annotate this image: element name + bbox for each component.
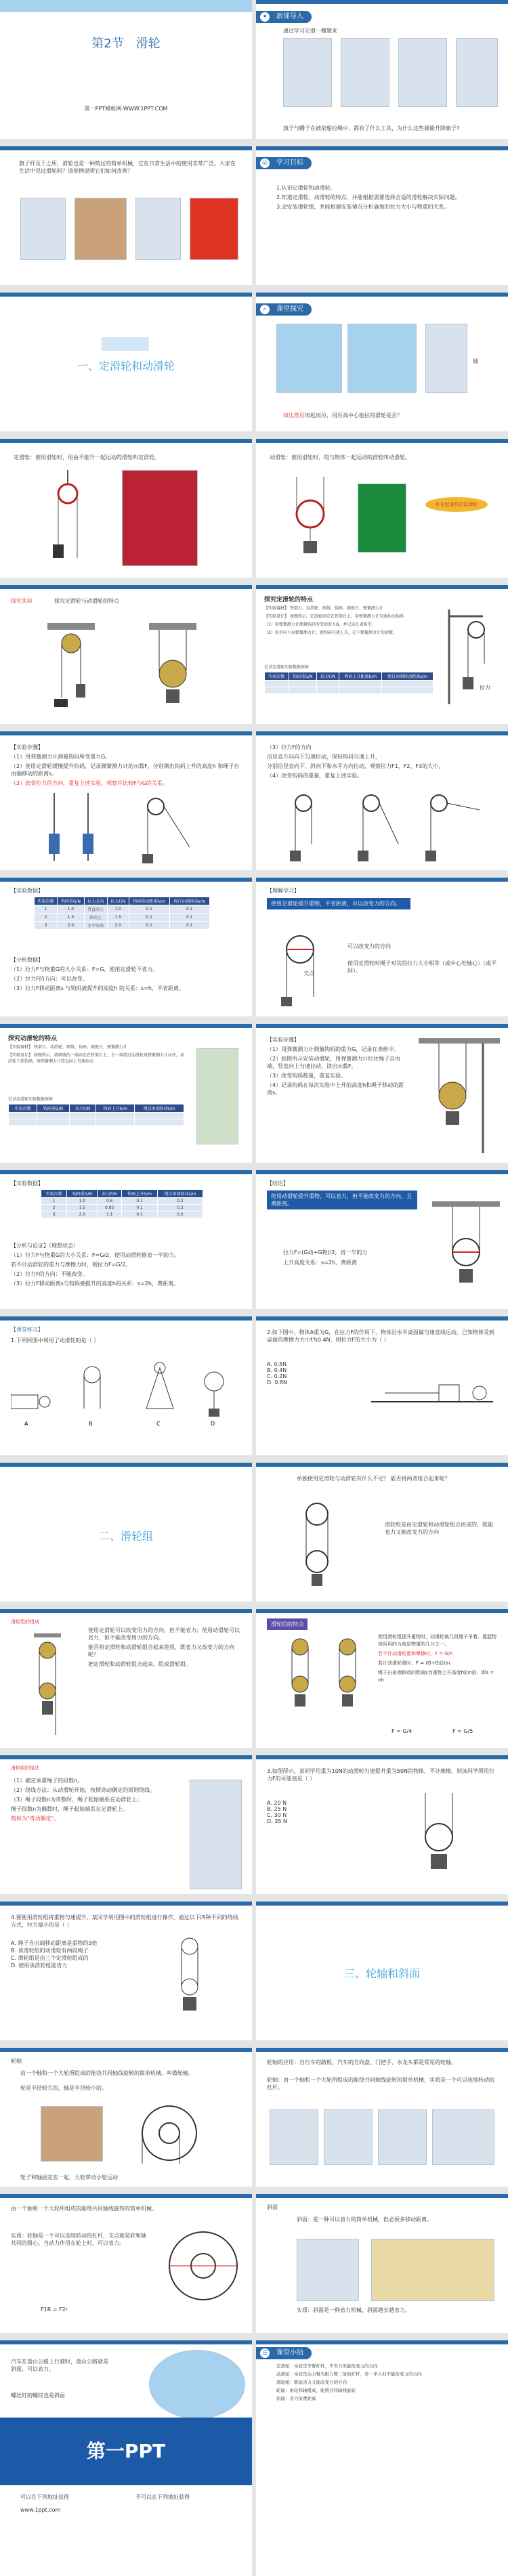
- lesson-subtitle: 第一PPT模板网-WWW.1PPT.COM: [84, 106, 168, 112]
- winding-text: [11, 1777, 180, 1824]
- exercise-header: 【课堂练习】: [11, 1327, 43, 1333]
- road-red: 螺丝钉的螺纹也是斜面: [11, 2392, 65, 2399]
- question-3: 3.如图所示，某同学用重为10N的动滑轮匀速提升重为50N的物体，不计摩擦，则该同学所用拉力F的可能值是（ ）: [267, 1768, 494, 1782]
- experiment-steps: [8, 1044, 184, 1067]
- slide-header: 滑轮组的绕法: [11, 1765, 39, 1771]
- ppt-footer: [0, 2418, 252, 2576]
- winding-photo: [190, 1780, 242, 1889]
- fixed-conclusion-slide: [256, 878, 508, 1016]
- footer-logo: 第一PPT: [86, 2440, 166, 2462]
- analysis-line: （2）拉力F的方向：可以改变。: [11, 976, 88, 982]
- pulley-block-features-slide: [256, 1609, 508, 1748]
- search-icon: ⌕: [260, 305, 270, 314]
- data-table: 实验次数 钩码重G/N 拉力F/N 钩码上升h/m 绳自由端移动s/m: [8, 1104, 184, 1126]
- wheel-axle-photo: [41, 2106, 103, 2162]
- conclusion-header: 【结论】: [267, 1180, 289, 1186]
- analysis-list: [11, 956, 241, 994]
- section-title: 三、轮轴和斜面: [343, 1967, 420, 1980]
- wheel-axle-definition: 由一个轴和一个大轮所组成的能绕共同轴线旋转的简单机械，叫做轮轴。: [20, 2070, 194, 2076]
- analysis-line: 【分析与论证】（理想状态）: [11, 1243, 79, 1249]
- step-line: （3）拉力F的方向: [267, 744, 312, 750]
- intro-slide: [256, 0, 508, 139]
- step-line: （1）用弹簧测力计测量钩码所受重力G。: [11, 754, 111, 760]
- option-label: B: [89, 1421, 93, 1427]
- analysis-list: [11, 1242, 241, 1289]
- fixed-pulley-diagram: [47, 470, 88, 565]
- ship-photo: [347, 324, 417, 393]
- pulley-photo-2: [75, 198, 127, 260]
- essence-formula: F1R = F2r: [41, 2306, 68, 2313]
- essence-text: 由一个轴和一个大轮所组成的能绕共同轴线旋转的简单机械。: [11, 2206, 157, 2212]
- table-title: 记录定滑轮实验数据表格: [264, 665, 310, 670]
- slide-header: 滑轮组的特点: [267, 1618, 308, 1630]
- title-slide: [0, 0, 252, 139]
- text-line: 简称为"奇动偶定"。: [11, 1816, 60, 1822]
- wheel-axle-parts: 轮是半径较大的，轴是半径较小的。: [20, 2085, 107, 2091]
- data-header: 【实验数据】: [11, 1180, 43, 1186]
- question-diagram: [371, 1361, 493, 1415]
- movable-data-slide: [0, 1170, 252, 1309]
- inclined-note: 实质：斜面是一种省力机械，斜面越长越省力。: [297, 2307, 410, 2313]
- doorknob-photo: [324, 2109, 373, 2165]
- mountain-road-photo: [149, 2350, 245, 2418]
- pulley-block-a: [283, 1633, 317, 1715]
- exploration-caption: 如比然厉而起而厉，用厉高中心能拉的滑轮是否？: [283, 412, 402, 418]
- option-label: C: [156, 1421, 161, 1427]
- step-line: 分别沿竖直向下、斜向下和水平方向拉动，观察拉力F1、F2、F3的大小，: [267, 763, 444, 769]
- objectives-slide: [256, 146, 508, 285]
- step-line: （4）记录钩码在每次实验中上升的高度h和绳子移动的距离s。: [267, 1082, 404, 1096]
- intro-caption: 旗子与幡子在被依船拉绳中，都有了什么工具，为什么这些源能升降旗子?: [283, 125, 460, 131]
- question-2: 2.如下图中，物体A重为G，在拉力F的作用下，物体沿水平桌面做匀速直线运动，已知物体受到桌面的摩擦力大小f为0.4N，则拉力F的大小为（ ）: [267, 1329, 494, 1343]
- summary-item: 轮轴：由轮和轴组成，能绕共同轴线旋转: [276, 2388, 356, 2393]
- wheel-axle-note: 轮子和轴固定在一起，大轮带动小轮运动: [20, 2174, 118, 2181]
- intro-text: 旗子杆及于之所，滑轮也是一种简过的简单机械，它在日常生活中的使用非常广泛。大家在生活中见过滑轮吗？请举例说明它们如何改善？: [19, 160, 236, 174]
- faucet-photo: [270, 2109, 318, 2165]
- step-line: 【实验器材】 铁架台、动滑轮、细线、钩码、刻度尺、弹簧测力计: [8, 1045, 127, 1050]
- intro-question: 单独使用定滑轮与动滑轮有什么不足？ 能否将两者组合起来呢？: [297, 1476, 450, 1482]
- note-b: 使用定滑轮时绳子对其的拉力大小相等（或中心处轴心）（或不同）。: [347, 960, 496, 974]
- experiment-steps: [264, 605, 433, 638]
- option: C. 0.2N: [267, 1373, 287, 1379]
- summary-item: 定滑轮：实质是等臂杠杆，不省力但能改变力的方向: [276, 2363, 378, 2369]
- step-line: （2）如图所示安装动滑轮，用弹簧测力计拉住绳子自由端，竖直向上匀速拉动，读出示数F。: [267, 1056, 401, 1069]
- movable-conclusion-slide: [256, 1170, 508, 1309]
- movable-steps-slide: [256, 1024, 508, 1163]
- apparatus-diagrams: [41, 793, 217, 867]
- option: C. 30 N: [267, 1812, 287, 1818]
- option-label: A: [24, 1421, 28, 1427]
- text-line: 若计动滑轮重时，F = (G+G动)/n: [378, 1660, 450, 1666]
- text-line: 绳子段数n为偶数时，绳子起始端系在定滑轮上。: [11, 1806, 129, 1812]
- steps-list: [11, 744, 241, 789]
- force-relation: 拉力F=(G动+G物)/2，省一半的力: [283, 1249, 368, 1255]
- experiment-header: 探究实验: [11, 598, 33, 604]
- table-row: 3 2.0 水平向右 2.0 0.1 0.1: [35, 922, 210, 930]
- flagpole-photo: [122, 470, 198, 566]
- experiment-title: 探究动滑轮的特点: [8, 1035, 58, 1042]
- wheel-axle-applications-slide: [256, 2048, 508, 2187]
- options-list: [267, 1361, 287, 1386]
- step-line: 【实验步骤】: [267, 1037, 299, 1043]
- pulley-block-b: [331, 1633, 364, 1715]
- movable-apparatus-diagram: [419, 1038, 500, 1160]
- text-line: （3）绳子段数n为奇数时，绳子起始端系在动滑轮上；: [11, 1797, 143, 1803]
- winding-method-slide: [0, 1755, 252, 1894]
- option: D. 35 N: [267, 1818, 287, 1824]
- text-line: 绳子自由端移动的距离s为重物上升高度h的n倍，即s = nh: [378, 1670, 494, 1683]
- lightbulb-icon: ✦: [260, 12, 270, 22]
- fixed-data-table: 实验次数 钩码重G/N 拉力方向 拉力F/N 钩码移动距离h/m 绳自由端移动s/m 1 1.0 竖直向上 1.0 0.1 0.1 2 1.5 斜向上 1.5 0.1 0.1 3 2.0 水平向右 2.0 0.1 0.1: [34, 897, 210, 930]
- text-line: 使用定滑轮可以改变用力的方向，但不能省力；使用动滑轮可以省力，但不能改变用力的方向。: [88, 1627, 240, 1641]
- option: B. 该滑轮组的动滑轮有两段绳子: [11, 1948, 89, 1954]
- analysis-line: 若不计动滑轮的重力与摩擦力时，则拉力F=G/2。: [11, 1262, 131, 1268]
- worker-photo: [432, 2109, 494, 2165]
- pulley-block-composition-slide: [0, 1609, 252, 1748]
- option-label: D: [211, 1421, 215, 1427]
- objectives-list: [276, 184, 493, 213]
- option: A. 绳子自由端移动距离是重物的3倍: [11, 1940, 98, 1946]
- experiment-title: 探究定滑轮的特点: [264, 597, 314, 603]
- flag-photo-2: [341, 38, 389, 107]
- question-4: 4.要使用滑轮组将重物匀速提升，某同学利用图中的滑轮组进行操作，通过以下四种不同的绕线方式，拉力最小的是（ ）: [11, 1914, 238, 1928]
- options-list: [267, 1800, 287, 1824]
- step-line: （3）改变拉力的方向，重复上述实验，观察并比较F与G的关系。: [11, 780, 168, 786]
- option: C. 滑轮组是由三个定滑轮组成的: [11, 1955, 89, 1961]
- step-line: （2）用手向下拉弹簧测力计，使钩码匀速上升，记下弹簧测力计的读数。: [264, 630, 397, 635]
- option: A. 20 N: [267, 1800, 287, 1806]
- wheel-axle-slide: [0, 2048, 252, 2187]
- summary-item: 滑轮组：既能省力又能改变力的方向: [276, 2380, 347, 2385]
- section-header: ✦ 新课导入: [256, 11, 312, 23]
- flag-photo: [190, 198, 238, 260]
- crane-hook-photo: [358, 484, 406, 553]
- question-diagram: [412, 1793, 480, 1874]
- mountain-road-slide: [0, 2340, 252, 2418]
- steps-list: [267, 1036, 409, 1098]
- axle-label: 轴: [473, 358, 478, 364]
- question-diagram: [163, 1933, 217, 2034]
- table-title: 记录动滑轮实验数据表格: [8, 1097, 54, 1102]
- fixed-pulley-experiment-slide: [256, 585, 508, 724]
- list-icon: ☰: [260, 2348, 270, 2358]
- movable-pulley-slide: [256, 439, 508, 578]
- fixed-steps-slide: [0, 731, 252, 870]
- experiment-title: 探究定滑轮与动滑轮的特点: [54, 598, 119, 604]
- text-line: 使用滑轮组提升重物时，动滑轮被几段绳子吊着，提起物体所用的力就是物重的几分之一。: [378, 1634, 496, 1647]
- summary-slide: [256, 2340, 508, 2418]
- exercise-4-slide: [0, 1902, 252, 2040]
- winch-photo: [378, 2109, 427, 2165]
- text-line: （1）确定承重绳子的段数n。: [11, 1778, 83, 1784]
- exercise-3-slide: [256, 1755, 508, 1894]
- option: B. 0.4N: [267, 1367, 287, 1373]
- intro-note: 滑轮组是由定滑轮和动滑轮组合而成的，既能省力又能改变力的方向: [385, 1522, 493, 1535]
- conclusion-box: 使用定滑轮提升重物，不省距离，可以改变力的方向。: [267, 898, 410, 909]
- section-slide: [0, 293, 252, 431]
- summary-list: [276, 2363, 500, 2404]
- analysis-line: （1）拉力F与物重G的大小关系：F=G/2，使用动滑轮能省一半的力。: [11, 1252, 180, 1258]
- step-line: 【实验设计】 如图所示，定滑轮固定在铁架台上，用弹簧测力计匀速拉动钩码: [264, 614, 404, 619]
- label-top: 通过学习定滑一概题来: [283, 28, 337, 34]
- movable-data-table: 实验次数 钩码重G/N 拉力F/N 钩码上升h/m 绳自由端移动s/m 1 1.0 0.6 0.1 0.2 2 1.5 0.85 0.1 0.2 3 2.0 1.1 0.1 0.2: [41, 1189, 203, 1218]
- step-line: 【实验步骤】: [11, 744, 43, 750]
- truck-photo: [371, 2239, 494, 2301]
- step-line: 【实验设计】 如图所示，将细线的一端固定在铁架台上，另一端绕过动滑轮用弹簧测力计拉住，动滑轮下挂钩码，用弹簧测力计竖直向上匀速拉动: [8, 1053, 184, 1064]
- header-decoration: [0, 0, 252, 12]
- data-header: 【实验数据】: [11, 888, 43, 894]
- wheel-axle-essence-slide: [0, 2194, 252, 2333]
- option: D. 0.8N: [267, 1379, 287, 1386]
- options-list: [11, 1939, 98, 1969]
- movable-apparatus-photo: [196, 1048, 238, 1144]
- objective-item: 1.认识定滑轮和动滑轮。: [276, 185, 336, 191]
- step-line: 沿竖直方向向下匀速拉动，保持钩码匀速上升，: [267, 754, 381, 760]
- pulley-diagram-left: [41, 623, 102, 711]
- footer-line-a: 可以在下列地址获得: [20, 2494, 69, 2500]
- table-row: 3 2.0 1.1 0.1 0.2: [41, 1211, 203, 1218]
- question-1: 1.下列所图中利用了动滑轮的是（ ）: [11, 1337, 100, 1344]
- slide-header: 滑轮组的组成: [11, 1619, 39, 1625]
- lesson-title: 第2节 滑轮: [91, 37, 161, 51]
- analysis-line: 【分析数据】: [11, 957, 43, 963]
- pulley-photo-3: [135, 198, 181, 260]
- footer-blank: [256, 2418, 508, 2576]
- fixed-pulley-slide: [0, 439, 252, 578]
- step-line: 【实验器材】 铁架台、定滑轮、细线、钩码、刻度尺、弹簧测力计: [264, 606, 383, 611]
- conclusion-box: 使用动滑轮提升重物，可以省力，但不能改变力的方向，且费距离。: [267, 1190, 417, 1209]
- crane-photo: [276, 324, 342, 393]
- wheel-axle-diagram: [135, 2099, 203, 2167]
- text-line: （2）绕线方法：从动滑轮开始，按照奇动偶定的原则绕线。: [11, 1787, 156, 1793]
- slide-header: 斜面: [267, 2204, 278, 2210]
- section-header: ⌕ 课堂探究: [256, 303, 312, 316]
- step-line: （1）用弹簧测力计测量钩码所受的重力G，并记录在表格中。: [264, 622, 376, 627]
- slide-header: 轮轴: [11, 2058, 22, 2064]
- text-line: 把定滑轮和动滑轮组合起来，组成滑轮组。: [88, 1661, 191, 1667]
- step-line: （3）改变钩码数量，重复实验。: [267, 1073, 347, 1079]
- conclusion-header: 【理解学习】: [267, 888, 299, 894]
- essence-diagram: [163, 2225, 244, 2320]
- flag-photo-1: [283, 38, 332, 107]
- fixed-data-slide: [0, 878, 252, 1016]
- movable-experiment-slide: [0, 1024, 252, 1163]
- van-ramp-photo: [297, 2239, 359, 2301]
- pulley-sketch: [297, 1494, 364, 1595]
- bubble-note: 有在起重机的动滑轮: [425, 497, 488, 512]
- force-label: 拉力: [480, 685, 490, 691]
- exercise-1-slide: [0, 1316, 252, 1455]
- direction-diagrams: [276, 790, 486, 867]
- objective-item: 3.会安装滑轮组，并能根据安装情况分析施加的拉力大小与物重的关系。: [276, 204, 450, 210]
- summary-item: 斜面：省力但费距离: [276, 2396, 316, 2401]
- direction-steps: [267, 744, 497, 781]
- pulley-diagram-right: [142, 623, 203, 711]
- section-header: ◎ 学习目标: [256, 157, 312, 169]
- inclined-plane-slide: [256, 2194, 508, 2333]
- option: A. 0.5N: [267, 1361, 287, 1367]
- features-text: [378, 1633, 496, 1686]
- table-row: 1 1.0 0.6 0.1 0.2: [41, 1198, 203, 1205]
- note-a: 可以改变力的方向: [347, 943, 391, 949]
- table-row: 2 1.5 斜向上 1.5 0.1 0.1: [35, 914, 210, 922]
- essence-red: 实质：轮轴是一个可以连续转动的杠杆，支点就是轮和轴共同的圆心。当动力作用在轮上时，可以省力。: [11, 2233, 146, 2246]
- footer-url[interactable]: www.1ppt.com: [20, 2507, 61, 2513]
- target-icon: ◎: [260, 158, 270, 168]
- analysis-line: （1）拉力F与物重G的大小关系：F=G，使用定滑轮不省力。: [11, 966, 158, 972]
- option-diagrams: [11, 1354, 241, 1429]
- flag-photo-3: [398, 38, 447, 107]
- step-line: （1）用弹簧测力计测量钩码的重力G，记录在表格中。: [267, 1046, 400, 1052]
- road-text: 汽车在盘山公路上行驶时，盘山公路就是斜面，可以省力。: [11, 2359, 108, 2372]
- inclined-definition: 斜面：是一种可以省力的简单机械，但必须多移动距离。: [297, 2216, 432, 2223]
- analysis-line: （3）拉力F移动距离s与钩码被提升的高度h的关系：s=2h，费距离。: [11, 1281, 179, 1287]
- pulley-photo-1: [20, 198, 66, 260]
- fixed-pulley-definition: 定滑轮：使用滑轮时，用由不能升一起运动的滑轮叫定滑轮。: [14, 454, 160, 460]
- table-row: 1 1.0 竖直向上 1.0 0.1 0.1: [35, 905, 210, 914]
- exercise-2-slide: [256, 1316, 508, 1455]
- decoration: [102, 337, 149, 351]
- movable-pulley-definition: 动滑轮：使用滑轮时，的与物体一起运动的滑轮叫动滑轮。: [270, 454, 410, 460]
- text-line: 若不计动滑轮重和摩擦时，F = G/n: [378, 1651, 453, 1656]
- option: D. 使用该滑轮组能省力: [11, 1962, 68, 1969]
- analysis-line: （2）拉力F的方向：不能改变。: [11, 1271, 88, 1277]
- pulley-closeup: [425, 324, 467, 393]
- applications-red: 轮轴：由一个轴和一个大轮所组成的能绕共同轴线旋转的简单机械，实质是一个可以连续转动的杠杆。: [267, 2077, 494, 2090]
- movable-lever-diagram: [432, 1201, 500, 1303]
- analysis-line: （3）拉力F移动距离s 与钩码被提升的高度h 的关系：s=h，不省距离。: [11, 985, 184, 991]
- fixed-direction-slide: [256, 731, 508, 870]
- composition-text: [88, 1627, 240, 1670]
- experiment-slide: [0, 585, 252, 724]
- summary-item: 动滑轮：实质是动力臂为阻力臂二倍的杠杆，省一半力但不能改变力的方向: [276, 2371, 422, 2377]
- step-line: （2）使用定滑轮缓慢提升钩码，记录弹簧测力计的示数F，分别测出钩码上升的高度h 和绳子自由端移动的距离s。: [11, 763, 240, 777]
- footer-line-b: 不可以在下列地址获得: [135, 2494, 190, 2500]
- text-line: 能否将定滑轮和动滑轮组合起来使用，既省力又改变力的方向呢？: [88, 1644, 234, 1658]
- section-title: 二、滑轮组: [98, 1530, 153, 1543]
- flag-photo-4: [456, 38, 498, 107]
- objective-item: 2.知道定滑轮、动滑轮的特点，并能根据需要选择合适的滑轮解决实际问题。: [276, 194, 461, 200]
- data-table: 实验次数 钩码重G/N 拉力F/N 钩码上升距离h/m 绳自由端移动距离s/m: [264, 672, 433, 694]
- pulley-block-intro-slide: [256, 1463, 508, 1602]
- section-2-slide: [0, 1463, 252, 1602]
- applications-text: 轮轴的应用：自行车的踏板、汽车的方向盘、门把手、水龙头都是常见的轮轴。: [267, 2059, 457, 2065]
- pulley-block-diagram: [27, 1633, 68, 1742]
- movable-pulley-diagram: [290, 477, 331, 558]
- section-3-slide: [256, 1902, 508, 2040]
- table-row: 2 1.5 0.85 0.1 0.2: [41, 1205, 203, 1211]
- application-slide: [0, 146, 252, 285]
- formula-b: F = G/5: [452, 1728, 473, 1734]
- exploration-slide: [256, 293, 508, 431]
- footer-banner: [0, 2418, 252, 2485]
- step-line: （4）改变钩码的重量，重复上述实验。: [267, 773, 363, 779]
- lever-diagram: [270, 922, 331, 1010]
- formula-a: F = G/4: [391, 1728, 412, 1734]
- fulcrum-label: 支点: [303, 970, 314, 976]
- section-title: 一、定滑轮和动滑轮: [77, 360, 175, 372]
- distance-relation: 上升高度关系：s=2h，费距离: [283, 1260, 358, 1266]
- section-header: ☰ 课堂小结: [256, 2347, 312, 2359]
- option: B. 25 N: [267, 1806, 287, 1812]
